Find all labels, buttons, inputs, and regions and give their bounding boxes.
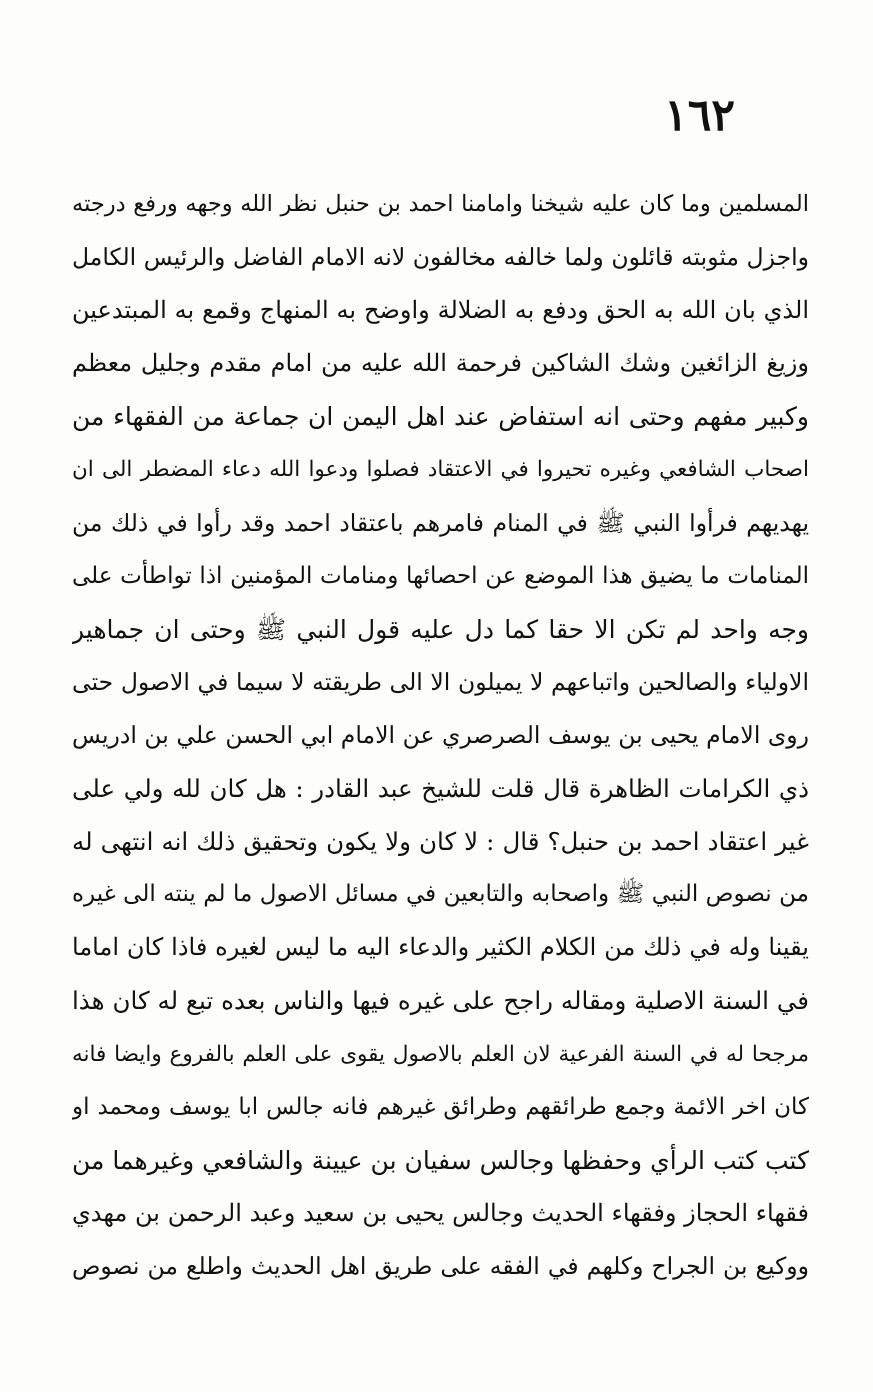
text-line: ذي الكرامات الظاهرة قال قلت للشيخ عبد القادر : هل كان لله ولي على [72,774,809,804]
text-line: يهديهم فرأوا النبي ﷺ في المنام فامرهم باعتقاد احمد وقد رأوا في ذلك من [72,508,809,537]
text-line: روى الامام يحيى بن يوسف الصرصري عن الامام ابي الحسن علي بن ادريس [72,720,809,749]
text-line: مرجحا له في السنة الفرعية لان العلم بالاصول يقوى على العلم بالفروع وايضا فانه [72,1041,809,1067]
text-line: كتب كتب الرأي وحفظها وجالس سفيان بن عيينة والشافعي وغيرهما من [72,1145,809,1175]
text-line: ووكيع بن الجراح وكلهم في الفقه على طريق اهل الحديث واطلع من نصوص [72,1251,809,1280]
text-line: المنامات ما يضيق هذا الموضع عن احصائها ومنامات المؤمنين اذا تواطأت على [72,562,809,589]
text-line: المسلمين وما كان عليه شيخنا وامامنا احمد بن حنبل نظر الله وجهه ورفع درجته [72,191,809,217]
text-line: من نصوص النبي ﷺ واصحابه والتابعين في مسائل الاصول ما لم ينته الى غيره [72,881,809,908]
text-line: كان اخر الائمة وجمع طرائقهم وطرائق غيرهم فانه جالس ابا يوسف ومحمد او [72,1093,809,1120]
text-line: فقهاء الحجاز وفقهاء الحديث وجالس يحيى بن سعيد وعبد الرحمن بن مهدي [72,1198,809,1227]
text-line: الاولياء والصالحين واتباعهم لا يميلون الا الى طريقته لا سيما في الاصول حتى [72,667,809,696]
text-line: وزيغ الزائغين وشك الشاكين فرحمة الله عليه من امام مقدم وجليل معظم [72,349,809,378]
text-line: الذي بان الله به الحق ودفع به الضلالة واوضح به المنهاج وقمع به المبتدعين [72,296,809,325]
text-line: في السنة الاصلية ومقاله راجح على غيره فيها والناس بعده تبع له كان هذا [72,986,809,1016]
text-line: اصحاب الشافعي وغيره تحيروا في الاعتقاد فصلوا ودعوا الله دعاء المضطر الى ان [72,457,809,483]
text-line: واجزل مثوبته قائلون ولما خالفه مخالفون لانه الامام الفاضل والرئيس الكامل [72,243,809,272]
text-line: وجه واحد لم تكن الا حقا كما دل عليه قول النبي ﷺ وحتى ان جماهير [72,614,809,644]
body-text [72,178,809,1293]
text-line: وكبير مفهم وحتى انه استفاض عند اهل اليمن ان جماعة من الفقهاء من [72,402,809,432]
text-line: يقينا وله في ذلك من الكلام الكثير والدعاء اليه ما ليس لغيره فاذا كان اماما [72,933,809,962]
page-number: ١٦٢ [664,90,735,141]
text-line: غير اعتقاد احمد بن حنبل؟ قال : لا كان ولا يكون وتحقيق ذلك انه انتهى له [72,827,809,857]
